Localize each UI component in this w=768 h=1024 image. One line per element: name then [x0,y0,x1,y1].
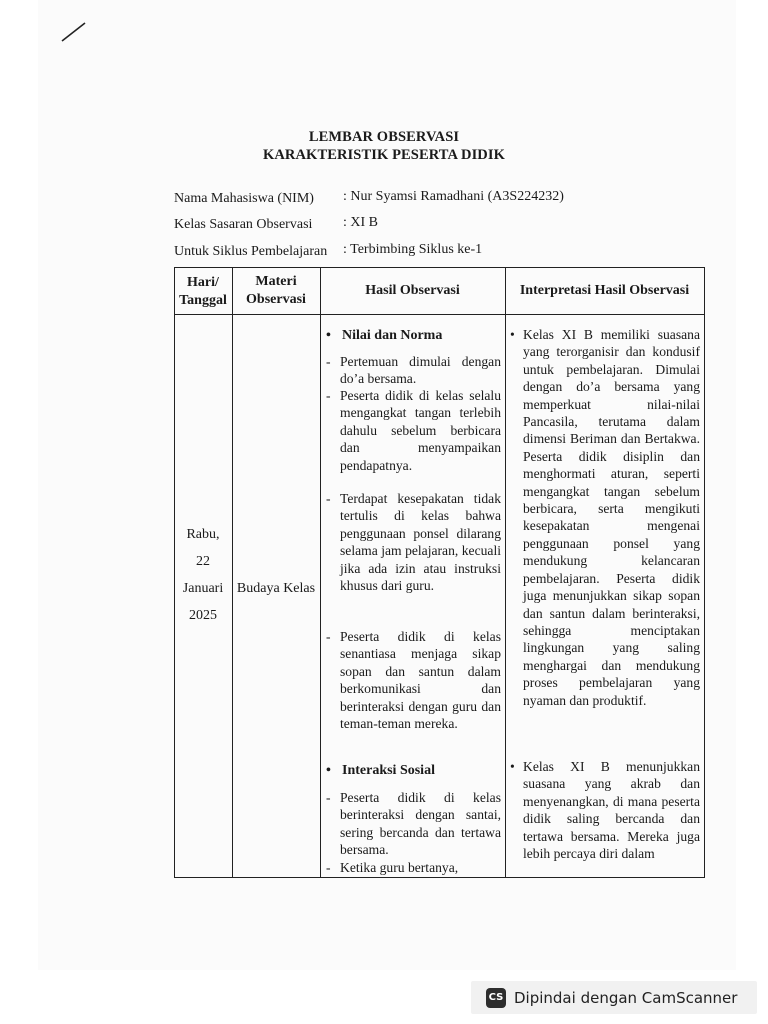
header-hari: Hari/ [187,275,219,290]
section-title-interaksi-sosial [326,763,435,779]
bullet-icon: • [510,759,515,774]
date-year: 2025 [189,608,217,623]
interpretation-text: Kelas XI B menunjukkan suasana yang akrab dan menyenangkan, di mana peserta didik saling bercanda dan tertawa bersama. Mereka juga lebih percaya diri dalam [523,759,700,862]
header-materi: Materi [255,274,297,289]
interpretation-text: Kelas XI B memiliki suasana yang terorganisir dan kondusif untuk pembelajaran. Dimulai dengan do’a bersama yang memperkuat nilai-nilai Pancasila, terutama dalam dimensi Beriman dan Bertakwa. Peserta didik disiplin dan menghormati aturan, seperti mengangkat tangan sebelum berbicara, serta mengikuti kesepakatan mengenai penggunaan ponsel yang mendukung kelancaran pembelajaran. Peserta didik juga menunjukkan sikap sopan dan santun dalam berinteraksi, sehingga menciptakan lingkungan yang saling menghargai dan mendukung proses pembelajaran yang nyaman dan produktif. [523,327,700,708]
table-border-bottom [174,877,705,878]
table-border-left [174,267,175,878]
date-number: 22 [196,554,210,569]
meta-label-nama: Nama Mahasiswa (NIM) [174,191,314,206]
document-title-line1: LEMBAR OBSERVASI [308,129,460,145]
list-item [326,789,501,859]
materi-cell: Budaya Kelas [236,581,316,596]
list-item [326,353,501,388]
list-item-text: Peserta didik di kelas senantiasa menjaga sikap sopan dan santun dalam berkomunikasi dan berinteraksi dengan guru dan teman-teman mereka. [340,629,501,732]
date-day: Rabu, [186,527,220,542]
date-month: Januari [182,581,224,596]
observation-table [174,267,705,878]
meta-value-kelas: : XI B [343,215,378,230]
camscanner-text: Dipindai dengan CamScanner [514,988,738,1007]
dash-icon: - [326,629,331,644]
header-tanggal: Tanggal [179,293,227,308]
meta-value-siklus: : Terbimbing Siklus ke-1 [343,242,483,257]
dash-icon: - [326,354,331,369]
dash-icon: - [326,860,331,875]
bullet-icon: • [510,327,515,342]
section-title-text: Nilai dan Norma [342,328,443,343]
header-observasi: Observasi [246,292,306,307]
table-divider-1 [232,267,233,878]
dash-icon: - [326,790,331,805]
list-item-text: Pertemuan dimulai dengan do’a bersama. [340,354,501,387]
list-item-text: Peserta didik di kelas selalu mengangkat tangan terlebih dahulu sebelum berbicara dan menyampaikan pendapatnya. [340,388,501,473]
header-hari-tanggal [174,274,232,310]
document-title-line2: KARAKTERISTIK PESERTA DIDIK [262,147,506,163]
table-divider-2 [320,267,321,878]
section-title-text: Interaksi Sosial [342,763,435,778]
header-materi-observasi [232,273,320,309]
list-item [326,859,501,876]
bullet-icon: • [326,328,331,343]
camscanner-icon: CS [486,988,506,1008]
header-interpretasi: Interpretasi Hasil Observasi [519,283,690,298]
header-hasil-observasi: Hasil Observasi [365,283,460,298]
list-item-text: Peserta didik di kelas berinteraksi dengan santai, sering bercanda dan tertawa bersama. [340,790,501,858]
camscanner-badge [471,981,757,1014]
table-border-right [704,267,705,878]
table-divider-3 [505,267,506,878]
list-item [326,628,501,732]
meta-label-siklus: Untuk Siklus Pembelajaran [174,244,328,259]
table-border-top [174,267,705,268]
dash-icon: - [326,388,331,403]
bullet-icon: • [326,763,331,778]
interpretation-interaksi-sosial [510,758,700,862]
list-item [326,490,501,594]
list-item [326,387,501,474]
dash-icon: - [326,491,331,506]
section-title-nilai-norma [326,328,442,344]
meta-value-nama: : Nur Syamsi Ramadhani (A3S224232) [343,189,564,204]
pen-mark [60,20,92,44]
interpretation-nilai-norma [510,326,700,709]
list-item-text: Ketika guru bertanya, [340,860,459,875]
list-item-text: Terdapat kesepakatan tidak tertulis di kelas bahwa penggunaan ponsel dilarang selama jam pelajaran, kecuali jika ada izin atau instruksi khusus dari guru. [340,491,501,594]
meta-label-kelas: Kelas Sasaran Observasi [174,217,313,232]
header-divider [174,314,705,315]
